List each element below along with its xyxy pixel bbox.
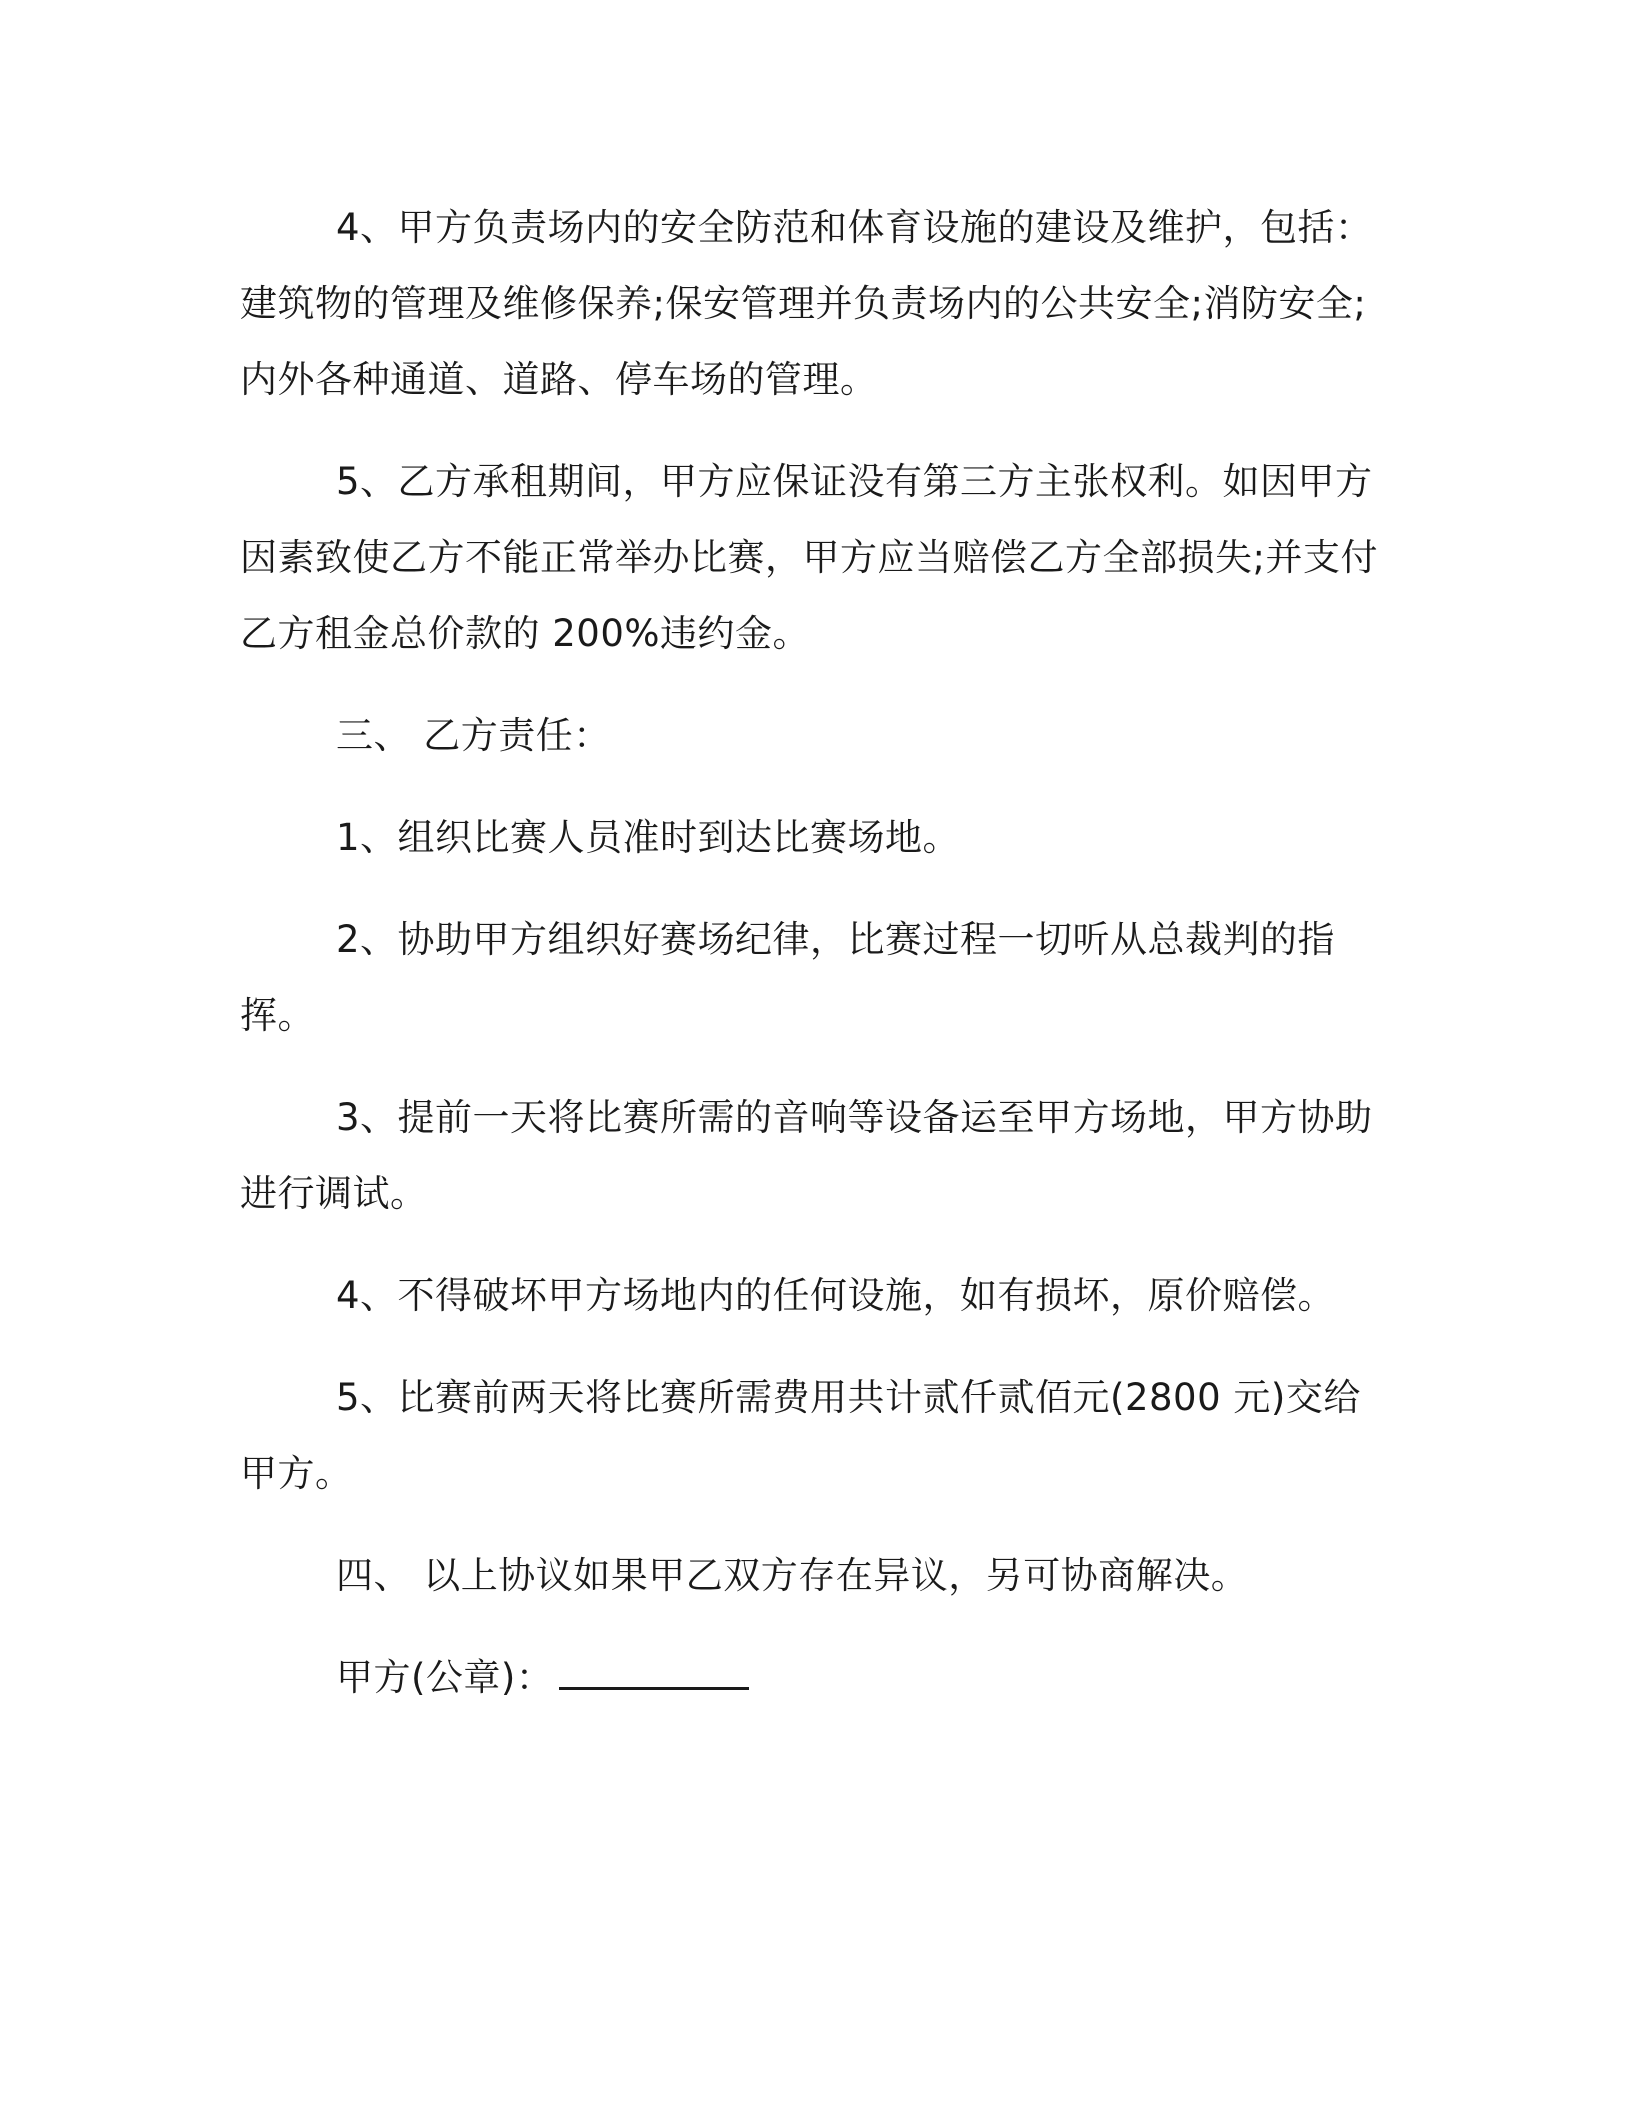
clause-party-b-attendance: 1、组织比赛人员准时到达比赛场地。: [336, 816, 961, 859]
clause-party-b-facilities: 4、不得破坏甲方场地内的任何设施，如有损坏，原价赔偿。: [336, 1274, 1336, 1317]
clause-party-b-discipline: 2、协助甲方组织好赛场纪律，比赛过程一切听从总裁判的指挥。: [240, 918, 1336, 1037]
section-heading-party-b-responsibility: 三、 乙方责任：: [336, 714, 611, 757]
signature-line: [240, 1640, 1390, 1716]
section-heading-dispute: 四、 以上协议如果甲乙双方存在异议，另可协商解决。: [336, 1554, 1249, 1597]
clause-party-a-safety: 4、甲方负责场内的安全防范和体育设施的建设及维护，包括：建筑物的管理及维修保养;保安管理并负责场内的公共安全;消防安全;内外各种通道、道路、停车场的管理。: [240, 206, 1373, 401]
signature-label: 甲方(公章)：: [336, 1656, 554, 1699]
signature-blank: [559, 1657, 749, 1690]
document-body: [240, 190, 1390, 1716]
clause-party-a-guarantee: 5、乙方承租期间，甲方应保证没有第三方主张权利。如因甲方因素致使乙方不能正常举办比赛，甲方应当赔偿乙方全部损失;并支付乙方租金总价款的 200%违约金。: [240, 460, 1378, 655]
clause-party-b-payment: 5、比赛前两天将比赛所需费用共计贰仟贰佰元(2800 元)交给甲方。: [240, 1376, 1361, 1495]
clause-party-b-equipment: 3、提前一天将比赛所需的音响等设备运至甲方场地，甲方协助进行调试。: [240, 1096, 1373, 1215]
